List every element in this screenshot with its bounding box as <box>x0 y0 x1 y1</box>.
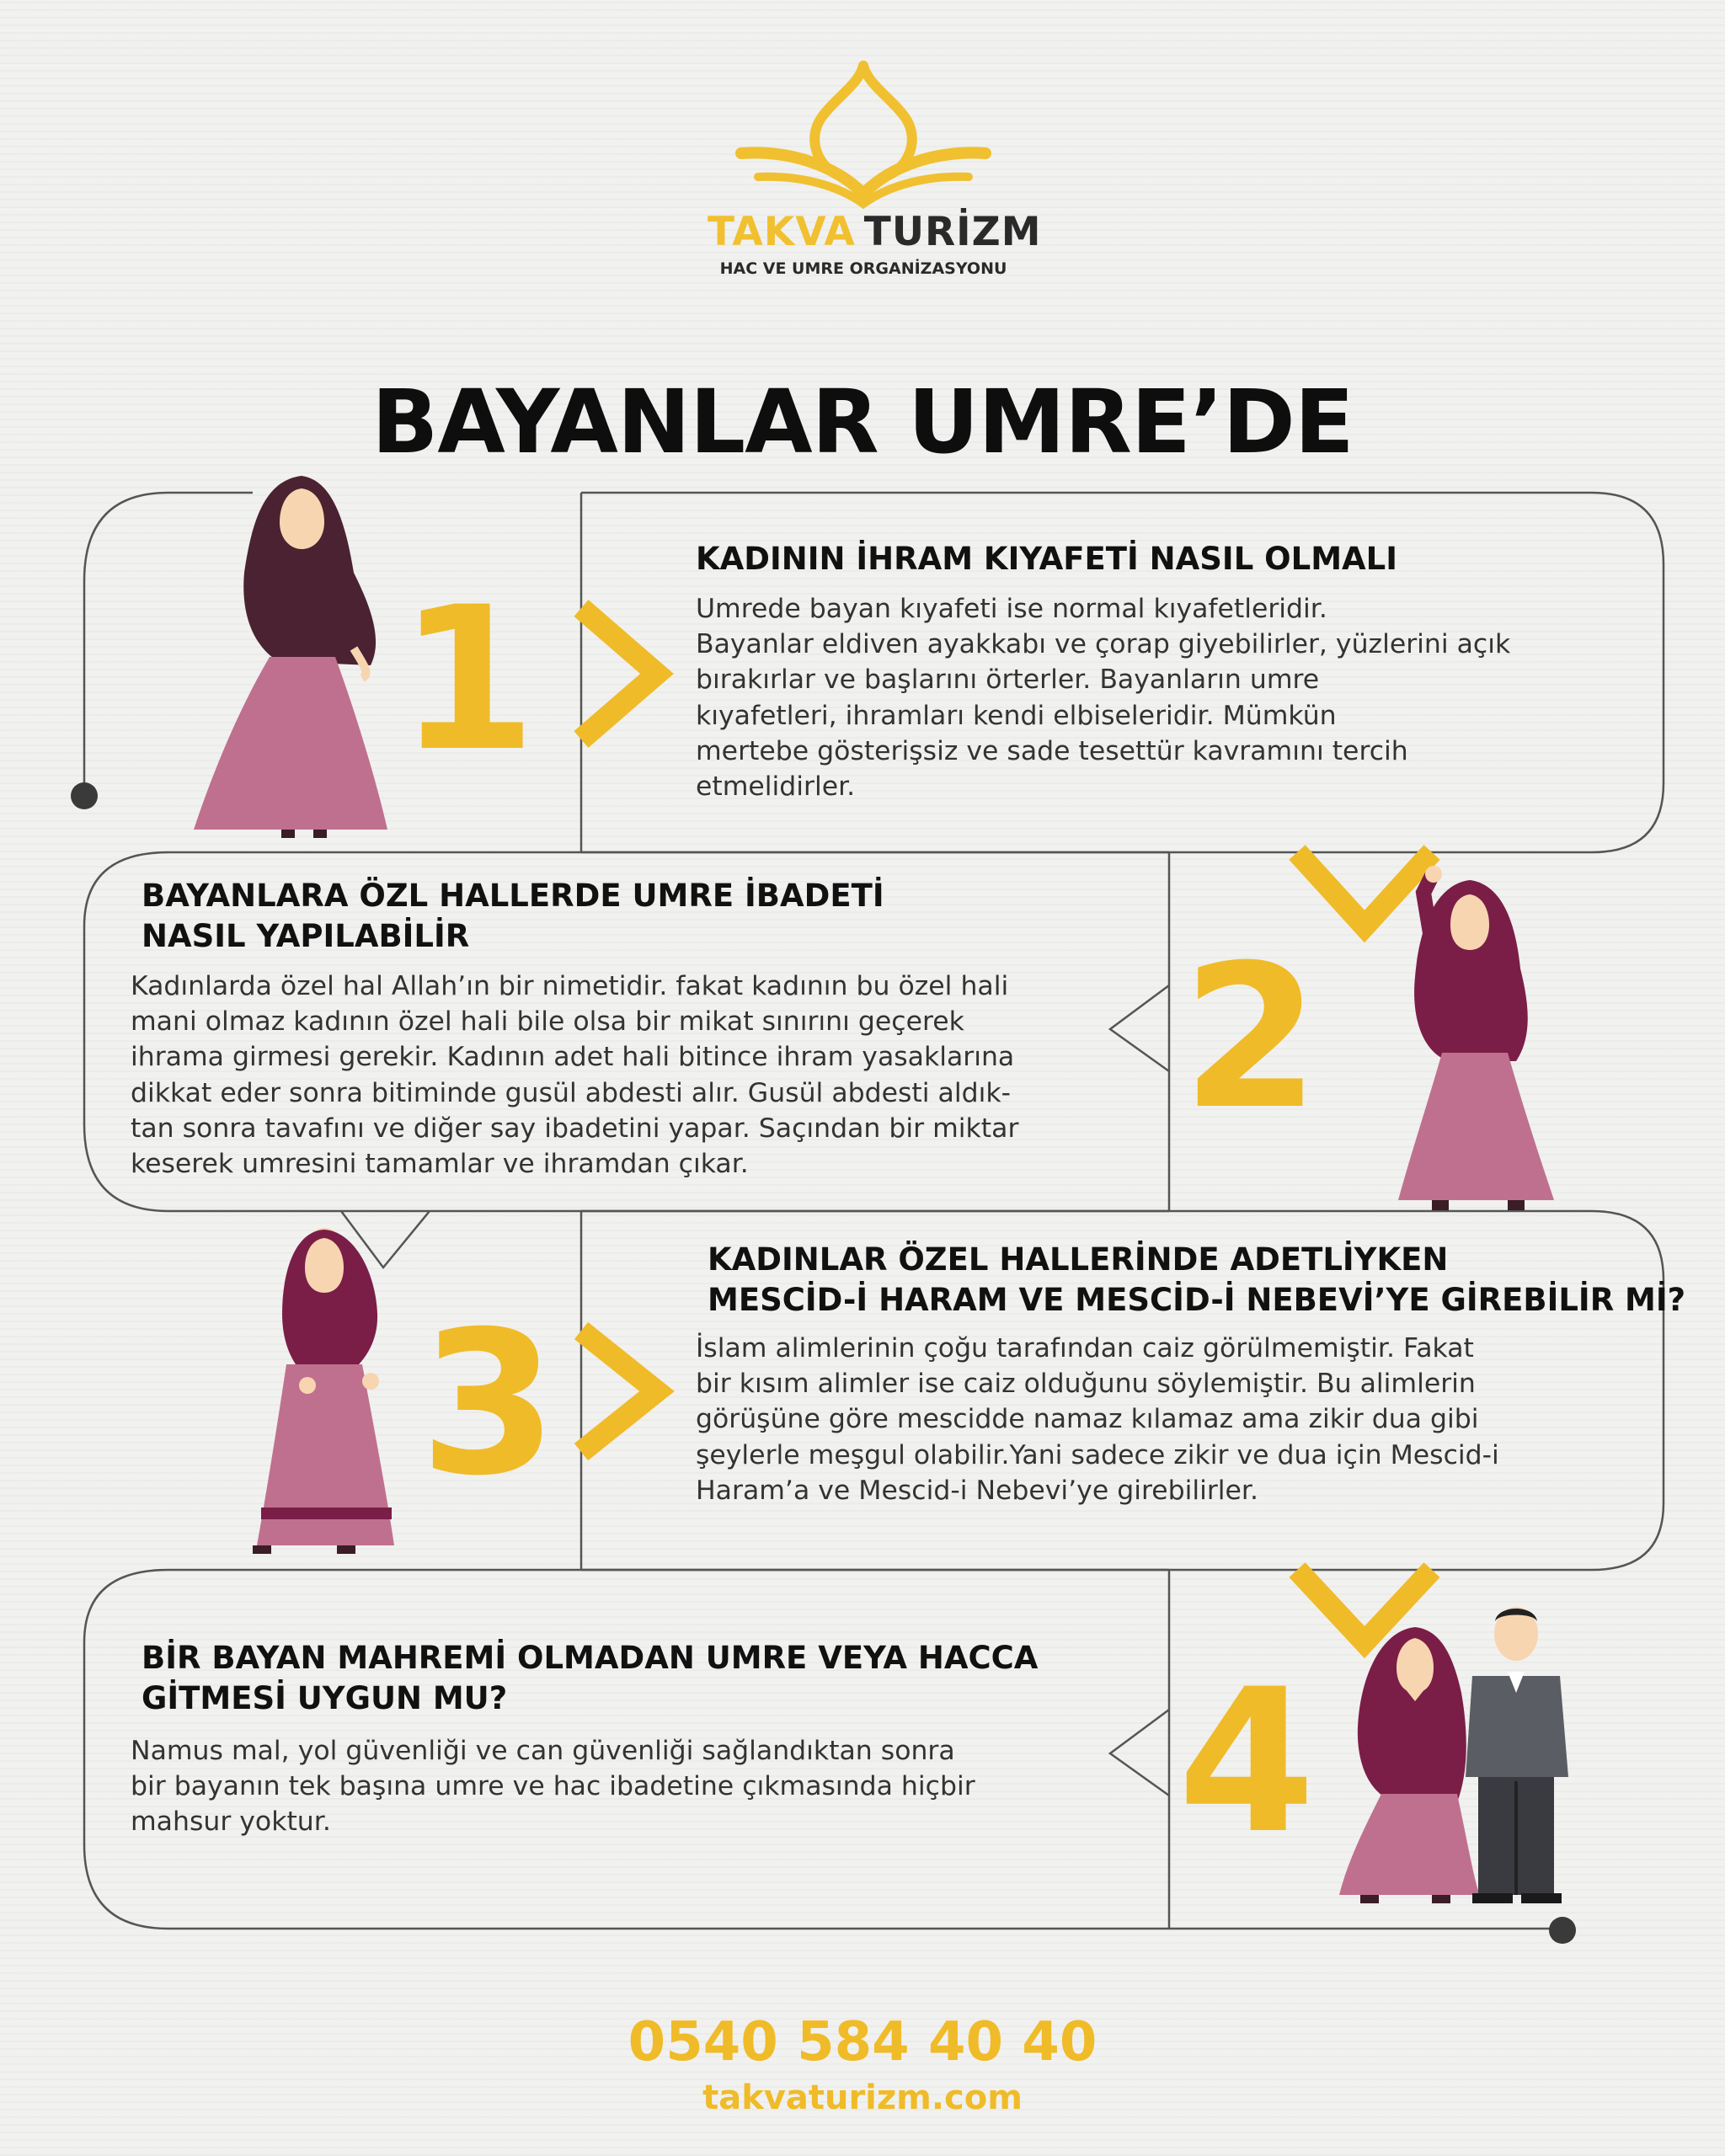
chevron-down-icon <box>1297 852 1432 926</box>
step-number-4: 4 <box>1178 1647 1316 1877</box>
woman-figure-1-icon <box>194 476 387 838</box>
woman-figure-3-icon <box>253 1228 394 1554</box>
chevron-right-icon <box>581 608 657 739</box>
section-1-body: Umrede bayan kıyafeti ise normal kıyafetleridir. Bayanlar eldiven ayakkabı ve çorap giyebilirler, yüzlerini açık bırakırlar ve başlarını örterler. Bayanların umre kıyafetleri, ihramları kendi elbiseleridir. Mümkün mertebe gösterişsiz ve sade tesettür kavramını tercih etmelidirler. <box>696 594 1511 803</box>
section-2-body: Kadınlarda özel hal Allah’ın bir nimetidir. fakat kadının bu özel hali mani olmaz kadının özel hali bile olsa bir mikat sınırını geçerek ihrama girmesi gerekir. Kadının adet hali bitince ihram yasaklarına dikkat eder sonra bitiminde gusül abdesti alır. Gusül abdesti aldık- tan sonra tavafını ve diğer say ibadetini yapar. Saçından bir miktar keserek umresini tamamlar ve ihramdan çıkar. <box>131 971 1019 1180</box>
page-title: BAYANLAR UMRE’DE <box>371 371 1354 473</box>
brand-subtitle: HAC VE UMRE ORGANİZASYONU <box>719 259 1007 278</box>
contact-phone[interactable]: 0540 584 40 40 <box>628 2011 1097 2073</box>
step-number-3: 3 <box>419 1289 558 1519</box>
step-number-1: 1 <box>398 565 537 795</box>
website-link[interactable]: takvaturizm.com <box>702 2079 1023 2117</box>
timeline-start-dot <box>71 782 98 809</box>
couple-figure-icon <box>1339 1607 1568 1903</box>
step-number-2: 2 <box>1182 923 1320 1153</box>
section-1 <box>696 539 1510 804</box>
timeline-end-dot <box>1549 1917 1576 1944</box>
section-4-body: Namus mal, yol güvenliği ve can güvenliği sağlandıktan sonra bir bayanın tek başına umre ve hac ibadetine çıkmasında hiçbir mahsur yoktur. <box>131 1736 975 1838</box>
brand-logo <box>708 59 1042 278</box>
chevron-right-icon <box>581 1331 657 1452</box>
mosque-dome-logo-icon <box>708 59 1019 211</box>
chevron-down-icon <box>1297 1570 1432 1642</box>
section-4-title: BİR BAYAN MAHREMİ OLMADAN UMRE VEYA HACCA GİTMESİ UYGUN MU? <box>142 1640 1039 1716</box>
brand-name: TAKVA TURİZM <box>708 209 1042 255</box>
section-2-title: BAYANLARA ÖZL HALLERDE UMRE İBADETİ NASIL YAPILABİLİR <box>142 878 884 954</box>
section-1-title: KADININ İHRAM KIYAFETİ NASIL OLMALI <box>696 541 1397 577</box>
section-3-body: İslam alimlerinin çoğu tarafından caiz görülmemiştir. Fakat bir kısım alimler ise caiz olduğunu söylemiştir. Bu alimlerin görüşüne göre mescidde namaz kılamaz ama zikir dua gibi şeylerle meşgul olabilir.Yani sadece zikir ve dua için Mescid-i Haram’a ve Mescid-i Nebevi’ye girebilirler. <box>696 1333 1499 1506</box>
section-3-title: KADINLAR ÖZEL HALLERİNDE ADETLİYKEN MESCİD-İ HARAM VE MESCİD-İ NEBEVİ’YE GİREBİLİR Mİ? <box>708 1241 1686 1318</box>
woman-figure-2-icon <box>1398 866 1554 1210</box>
